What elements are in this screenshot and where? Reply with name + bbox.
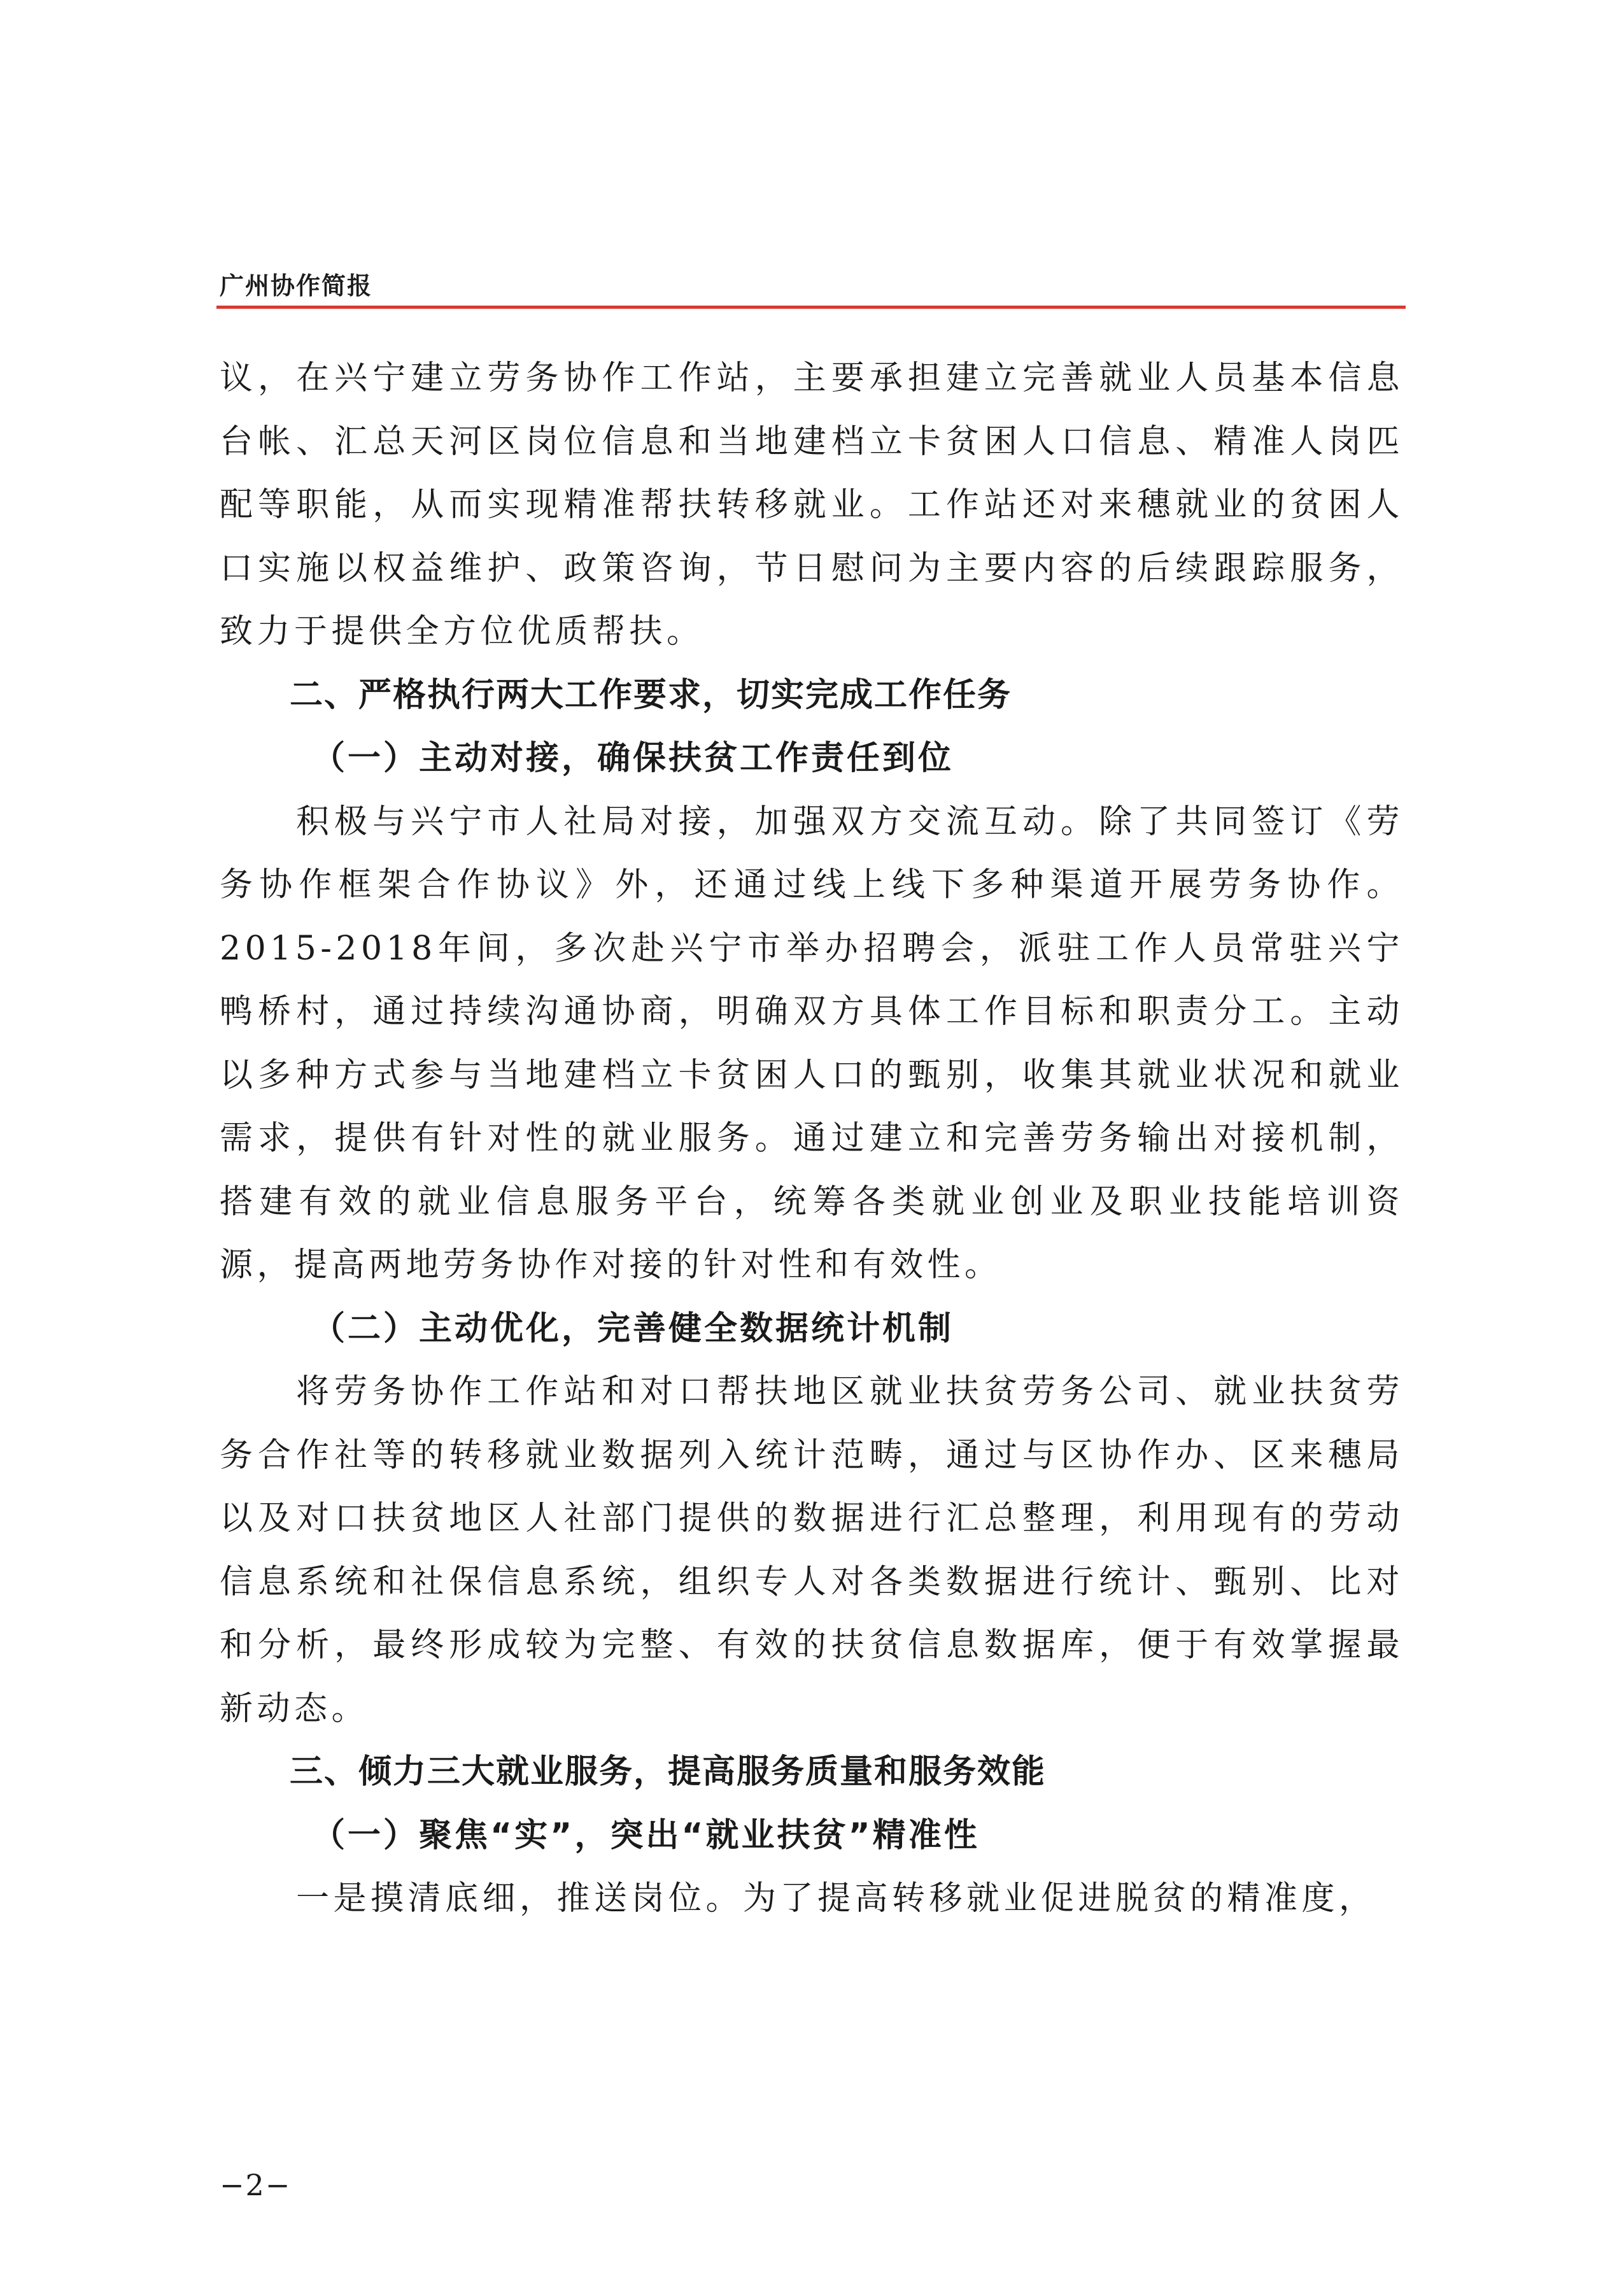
paragraph-continued: 议，在兴宁建立劳务协作工作站，主要承担建立完善就业人员基本信息台帐、汇总天河区岗位信息和当地建档立卡贫困人口信息、精准人岗匹配等职能，从而实现精准帮扶转移就业。工作站还对来穗就业的贫困人口实施以权益维护、政策咨询，节日慰问为主要内容的后续跟踪服务，致力于提供全方位优质帮扶。 [220, 359, 1404, 651]
header-title: 广州协作简报 [220, 272, 373, 300]
paragraph-2-1: 积极与兴宁市人社局对接，加强双方交流互动。除了共同签订《劳务协作框架合作协议》外，还通过线上线下多种渠道开展劳务协作。2015-2018年间，多次赴兴宁市举办招聘会，派驻工作人员常驻兴宁鸭桥村，通过持续沟通协商，明确双方具体工作目标和职责分工。主动以多种方式参与当地建档立卡贫困人口的甄别，收集其就业状况和就业需求，提供有针对性的就业服务。通过建立和完善劳务输出对接机制，搭建有效的就业信息服务平台，统筹各类就业创业及职业技能培训资源，提高两地劳务协作对接的针对性和有效性。 [220, 802, 1404, 1284]
subsection-heading-2-1: （一）主动对接，确保扶贫工作责任到位 [312, 739, 954, 777]
subsection-heading-2-2: （二）主动优化，完善健全数据统计机制 [312, 1309, 954, 1348]
document-body [220, 347, 1404, 1931]
paragraph-2-2: 将劳务协作工作站和对口帮扶地区就业扶贫劳务公司、就业扶贫劳务合作社等的转移就业数据列入统计范畴，通过与区协作办、区来穗局以及对口扶贫地区人社部门提供的数据进行汇总整理，利用现有的劳动信息系统和社保信息系统，组织专人对各类数据进行统计、甄别、比对和分析，最终形成较为完整、有效的扶贫信息数据库，便于有效掌握最新动态。 [220, 1373, 1404, 1728]
subsection-heading-3-1: （一）聚焦“实”，突出“就业扶贫”精准性 [312, 1816, 980, 1855]
header-divider [216, 306, 1406, 309]
paragraph-3-1: 一是摸清底细，推送岗位。为了提高转移就业促进脱贫的精准度， [296, 1879, 1376, 1918]
section-heading-3: 三、倾力三大就业服务，提高服务质量和服务效能 [290, 1753, 1047, 1791]
section-heading-2: 二、严格执行两大工作要求，切实完成工作任务 [290, 676, 1012, 714]
page-number: −2− [220, 2168, 292, 2202]
